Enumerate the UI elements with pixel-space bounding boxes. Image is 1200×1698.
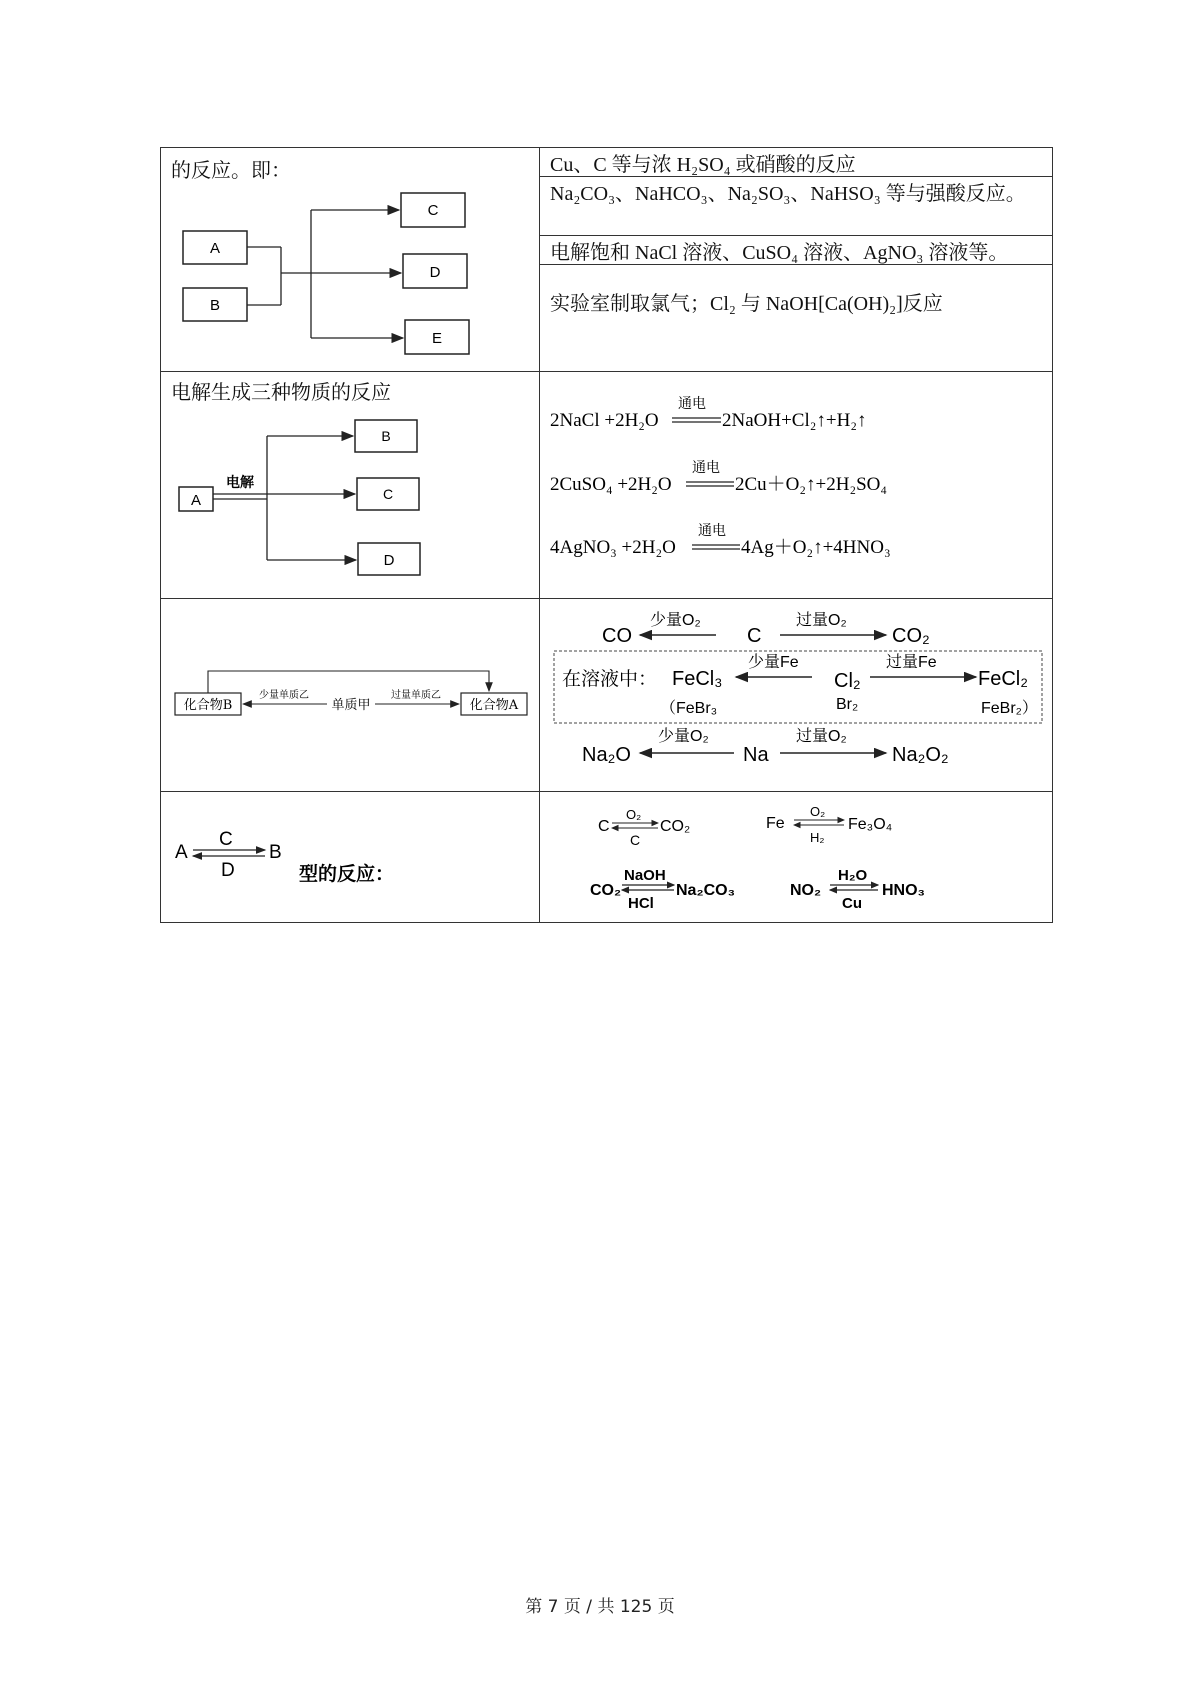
- node-label: C: [427, 202, 439, 219]
- node-label: B: [209, 297, 221, 314]
- row1-item: 实验室制取氯气；Cl₂ 与 NaOH[Ca(OH)₂]反应: [550, 293, 943, 315]
- page-footer: 第 7 页 / 共 125 页: [525, 1597, 675, 1617]
- node-label: C: [382, 486, 394, 502]
- arrow-label: 少量O₂: [650, 612, 701, 629]
- row1-item: Na₂CO₃、NaHCO₃、Na₂SO₃、NaHSO₃ 等与强酸反应。: [540, 177, 1052, 236]
- species-label: Na₂CO₃: [676, 882, 735, 899]
- row3-right-cell: [540, 599, 1053, 792]
- arrow-label: 少量单质乙: [259, 690, 309, 701]
- row4-reversible-pairs: [540, 792, 1053, 918]
- table-row: [161, 148, 1053, 372]
- species-label: Fe: [766, 815, 785, 832]
- arrow-label: 过量Fe: [886, 654, 937, 671]
- row1-heading: 的反应。即：: [171, 160, 291, 182]
- species-label: CO: [602, 625, 632, 647]
- row3-reaction-schemes: [540, 599, 1053, 787]
- species-label: CO₂: [892, 625, 930, 647]
- arrow-label: 过量O₂: [796, 728, 847, 745]
- species-label: FeCl₃: [672, 668, 723, 690]
- arrow-label: 少量O₂: [658, 728, 709, 745]
- element-label: 单质甲: [331, 698, 371, 713]
- arrow-label: NaOH: [624, 867, 666, 884]
- arrow-label: 过量单质乙: [391, 690, 441, 701]
- species-label: FeCl₂: [978, 668, 1028, 690]
- arrow-label: O₂: [626, 807, 642, 822]
- arrow-label: H₂O: [838, 867, 868, 884]
- node-label: D: [429, 264, 441, 281]
- species-label: HNO₃: [882, 882, 925, 899]
- arrow-label: HCl: [628, 895, 654, 912]
- species-label: B: [269, 842, 282, 863]
- species-label: C: [598, 818, 610, 835]
- row1-left-cell: [161, 148, 540, 372]
- reaction-table: [160, 147, 1053, 923]
- electrolysis-label: 电解: [226, 474, 254, 490]
- row4-equilibrium-scheme: [161, 792, 537, 918]
- equation-condition: 通电: [692, 460, 720, 476]
- node-label: A: [209, 240, 221, 257]
- arrow-label: C: [630, 832, 641, 848]
- row1-item: 电解饱和 NaCl 溶液、CuSO₄ 溶液、AgNO₃ 溶液等。: [540, 236, 1052, 265]
- equation-rhs: 4Ag＋O₂↑+4HNO₃: [741, 537, 891, 558]
- row3-left-cell: [161, 599, 540, 792]
- arrow-label: Cu: [842, 895, 862, 912]
- row2-left-cell: [161, 372, 540, 599]
- species-label: Fe₃O₄: [848, 816, 893, 833]
- row1-right-cell: [540, 148, 1053, 372]
- row2-heading: 电解生成三种物质的反应: [171, 382, 391, 404]
- arrow-label: D: [221, 860, 235, 881]
- species-label: CO₂: [660, 818, 691, 835]
- arrow-label: 过量O₂: [796, 612, 847, 629]
- arrow-label: H₂: [810, 830, 825, 845]
- equation-rhs: 2Cu＋O₂↑+2H₂SO₄: [735, 474, 887, 495]
- row1-item: Cu、C 等与浓 H₂SO₄ 或硝酸的反应: [540, 148, 1052, 177]
- node-label: E: [431, 330, 443, 347]
- equation-lhs: 4AgNO₃ +2H₂O: [550, 537, 676, 558]
- node-label: A: [190, 492, 202, 509]
- species-label: NO₂: [790, 882, 822, 899]
- arrow-label: O₂: [810, 804, 826, 819]
- species-label: Cl₂: [834, 670, 861, 692]
- species-label: Na₂O: [582, 744, 631, 766]
- row2-electrolysis-diagram: [161, 372, 537, 594]
- table-row: [161, 372, 1053, 599]
- equation-condition: 通电: [678, 396, 706, 412]
- row2-right-cell: [540, 372, 1053, 599]
- node-label: B: [381, 428, 391, 444]
- row4-left-cell: [161, 792, 540, 923]
- table-row: [161, 792, 1053, 923]
- arrow-label: C: [219, 829, 233, 850]
- electrolysis-equations: [540, 372, 1053, 594]
- species-label: CO₂: [590, 882, 622, 899]
- species-label: C: [747, 625, 762, 647]
- species-sub-label: Br₂: [836, 696, 859, 713]
- equation-rhs: 2NaOH+Cl₂↑+H₂↑: [722, 410, 867, 431]
- table-row: [161, 599, 1053, 792]
- species-sub-label: （FeBr₃: [660, 700, 718, 717]
- row3-element-diagram: [161, 599, 537, 787]
- species-label: Na₂O₂: [892, 744, 949, 766]
- solution-prefix: 在溶液中：: [562, 668, 658, 690]
- species-label: Na: [743, 744, 769, 766]
- species-sub-label: FeBr₂）: [981, 700, 1038, 717]
- row4-right-cell: [540, 792, 1053, 923]
- equation-lhs: 2NaCl +2H₂O: [550, 410, 659, 431]
- compound-b-label: 化合物B: [183, 698, 233, 713]
- compound-a-label: 化合物A: [469, 698, 519, 713]
- scheme-suffix: 型的反应：: [299, 863, 395, 885]
- node-label: D: [383, 552, 395, 569]
- equation-condition: 通电: [698, 523, 726, 539]
- arrow-label: 少量Fe: [748, 654, 799, 671]
- species-label: A: [175, 842, 188, 863]
- equation-lhs: 2CuSO₄ +2H₂O: [550, 474, 672, 495]
- row1-branch-diagram: [161, 148, 537, 370]
